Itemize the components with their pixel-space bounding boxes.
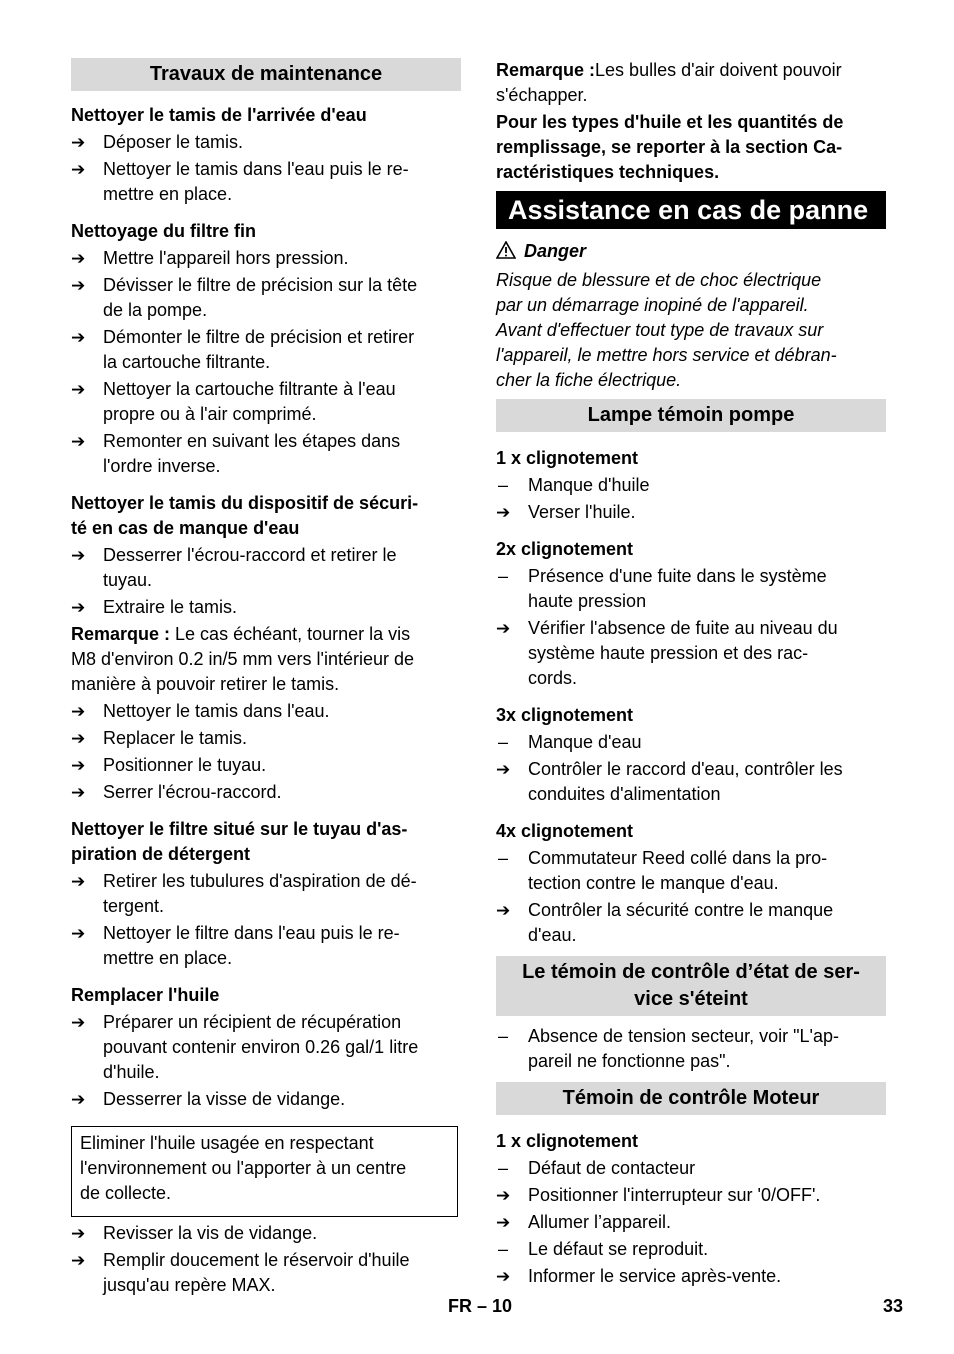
- danger-text: Risque de blessure et de choc électrique par un démarrage inopiné de l'appareil. Avant d'effectuer tout type de travaux sur l'appareil, le mettre hors service et débran- cher la fiche électrique.: [496, 270, 837, 390]
- dash-icon: –: [498, 848, 509, 868]
- arrow-icon: ➔: [71, 783, 86, 802]
- list-item: – Manque d'eau: [496, 730, 886, 755]
- section-title-pump-lamp: Lampe témoin pompe: [496, 399, 886, 432]
- list-item: ➔ Contrôler le raccord d'eau, contrôler les conduites d'alimentation: [496, 759, 843, 804]
- dash-icon: –: [498, 1026, 509, 1046]
- dash-icon: –: [498, 1239, 509, 1259]
- list-item: ➔ Démonter le filtre de précision et retirer la cartouche filtrante.: [71, 327, 415, 372]
- footer-language: [448, 1296, 512, 1317]
- list-item: ➔ Préparer un récipient de récupération pouvant contenir environ 0.26 gal/1 litre d'huile.: [71, 1012, 419, 1082]
- subhead-inlet-strainer: Nettoyer le tamis de l'arrivée d'eau: [71, 105, 367, 125]
- arrow-icon: ➔: [496, 1267, 511, 1286]
- arrow-icon: ➔: [71, 133, 86, 152]
- arrow-icon: ➔: [71, 380, 86, 399]
- subhead-fine-filter: Nettoyage du filtre fin: [71, 221, 257, 241]
- footer-lang: FR: [448, 1296, 472, 1316]
- list-item: ➔ Verser l'huile.: [496, 500, 886, 525]
- dash-icon: –: [498, 475, 509, 495]
- arrow-icon: ➔: [71, 729, 86, 748]
- arrow-icon: ➔: [496, 619, 511, 638]
- subhead-oil-change: Remplacer l'huile: [71, 985, 220, 1005]
- arrow-icon: ➔: [71, 872, 86, 891]
- list-item: ➔ Revisser la vis de vidange.: [71, 1221, 461, 1246]
- arrow-icon: ➔: [71, 276, 86, 295]
- remark-label: Remarque :: [496, 60, 596, 80]
- arrow-icon: ➔: [71, 702, 86, 721]
- list-item: ➔ Replacer le tamis.: [71, 726, 461, 751]
- section-title-maintenance: Travaux de maintenance: [71, 58, 461, 91]
- list-item: ➔ Nettoyer le tamis dans l'eau.: [71, 699, 461, 724]
- arrow-icon: ➔: [71, 756, 86, 775]
- footer-page-number: 33: [883, 1296, 904, 1316]
- arrow-icon: ➔: [71, 1224, 86, 1243]
- list-item: – Manque d'huile: [496, 473, 886, 498]
- danger-heading: [496, 239, 886, 264]
- list-item: – Commutateur Reed collé dans la pro- tection contre le manque d'eau.: [498, 848, 828, 893]
- dash-icon: –: [498, 732, 509, 752]
- list-item: – Présence d'une fuite dans le système haute pression: [498, 566, 827, 611]
- arrow-icon: ➔: [496, 901, 511, 920]
- arrow-icon: ➔: [496, 1186, 511, 1205]
- list-item: ➔ Informer le service après-vente.: [496, 1264, 886, 1289]
- left-column: [71, 58, 461, 1298]
- list-item: ➔ Positionner le tuyau.: [71, 753, 461, 778]
- subhead-water-safety-strainer: Nettoyer le tamis du dispositif de sécuri- té en cas de manque d'eau: [71, 493, 419, 538]
- dash-icon: –: [498, 566, 509, 586]
- list-item: ➔ Extraire le tamis.: [71, 595, 461, 620]
- list-item: ➔ Vérifier l'absence de fuite au niveau du système haute pression et des rac- cords.: [496, 618, 838, 688]
- arrow-icon: ➔: [71, 598, 86, 617]
- arrow-icon: ➔: [71, 546, 86, 565]
- note-paragraph: [71, 622, 461, 697]
- arrow-icon: ➔: [496, 1213, 511, 1232]
- footer-page-label: – 10: [477, 1296, 513, 1316]
- remark-paragraph: [496, 58, 886, 108]
- right-column: [496, 58, 886, 1289]
- list-item: – Le défaut se reproduit.: [496, 1237, 886, 1262]
- list-item: ➔ Remonter en suivant les étapes dans l'ordre inverse.: [71, 431, 401, 476]
- arrow-icon: ➔: [71, 432, 86, 451]
- environment-note-box: Eliminer l'huile usagée en respectant l'environnement ou l'apporter à un centre de collecte.: [71, 1126, 458, 1217]
- note-label: Remarque :: [71, 624, 171, 644]
- arrow-icon: ➔: [71, 1090, 86, 1109]
- list-item: ➔ Retirer les tubulures d'aspiration de dé- tergent.: [71, 871, 417, 916]
- section-title-service-lamp: Le témoin de contrôle d’état de ser- vice s'éteint: [496, 956, 886, 1016]
- subhead-blink-4: 4x clignotement: [496, 821, 634, 841]
- subhead-motor-blink-1: 1 x clignotement: [496, 1131, 639, 1151]
- section-title-motor-lamp: Témoin de contrôle Moteur: [496, 1082, 886, 1115]
- subhead-detergent-filter: Nettoyer le filtre situé sur le tuyau d'as- piration de détergent: [71, 819, 408, 864]
- list-item: ➔ Desserrer la visse de vidange.: [71, 1087, 461, 1112]
- list-item: ➔ Allumer l’appareil.: [496, 1210, 886, 1235]
- list-item: ➔ Mettre l'appareil hors pression.: [71, 246, 461, 271]
- arrow-icon: ➔: [71, 1251, 86, 1270]
- arrow-icon: ➔: [71, 924, 86, 943]
- note-text: Le cas échéant, tourner la vis M8 d'environ 0.2 in/5 mm vers l'intérieur de manière à pouvoir retirer le tamis.: [71, 624, 415, 694]
- list-item: – Absence de tension secteur, voir "L'ap- pareil ne fonctionne pas".: [498, 1026, 840, 1071]
- dash-icon: –: [498, 1158, 509, 1178]
- list-item: ➔ Nettoyer le filtre dans l'eau puis le re- mettre en place.: [71, 923, 400, 968]
- list-item: ➔ Nettoyer le tamis dans l'eau puis le re- mettre en place.: [71, 159, 409, 204]
- subhead-blink-1: 1 x clignotement: [496, 448, 639, 468]
- list-item: ➔ Nettoyer la cartouche filtrante à l'eau propre ou à l'air comprimé.: [71, 379, 396, 424]
- list-item: ➔ Déposer le tamis.: [71, 130, 461, 155]
- arrow-icon: ➔: [496, 760, 511, 779]
- danger-label: Danger: [524, 241, 587, 261]
- chapter-title: Assistance en cas de panne: [496, 191, 886, 229]
- list-item: ➔ Serrer l'écrou-raccord.: [71, 780, 461, 805]
- list-item: ➔ Desserrer l'écrou-raccord et retirer le tuyau.: [71, 545, 397, 590]
- arrow-icon: ➔: [71, 1013, 86, 1032]
- oil-reference-paragraph: Pour les types d'huile et les quantités de remplissage, se reporter à la section Ca- ractéristiques techniques.: [496, 112, 844, 182]
- list-item: ➔ Dévisser le filtre de précision sur la tête de la pompe.: [71, 275, 418, 320]
- subhead-blink-3: 3x clignotement: [496, 705, 634, 725]
- warning-triangle-icon: [496, 241, 516, 259]
- arrow-icon: ➔: [71, 328, 86, 347]
- list-item: – Défaut de contacteur: [496, 1156, 886, 1181]
- arrow-icon: ➔: [71, 249, 86, 268]
- list-item: ➔ Contrôler la sécurité contre le manque d'eau.: [496, 900, 834, 945]
- arrow-icon: ➔: [71, 160, 86, 179]
- arrow-icon: ➔: [496, 503, 511, 522]
- list-item: ➔ Positionner l'interrupteur sur '0/OFF'.: [496, 1183, 886, 1208]
- subhead-blink-2: 2x clignotement: [496, 539, 634, 559]
- list-item: ➔ Remplir doucement le réservoir d'huile jusqu'au repère MAX.: [71, 1250, 410, 1295]
- remark-text: Les bulles d'air doivent pouvoir s'échapper.: [496, 60, 842, 105]
